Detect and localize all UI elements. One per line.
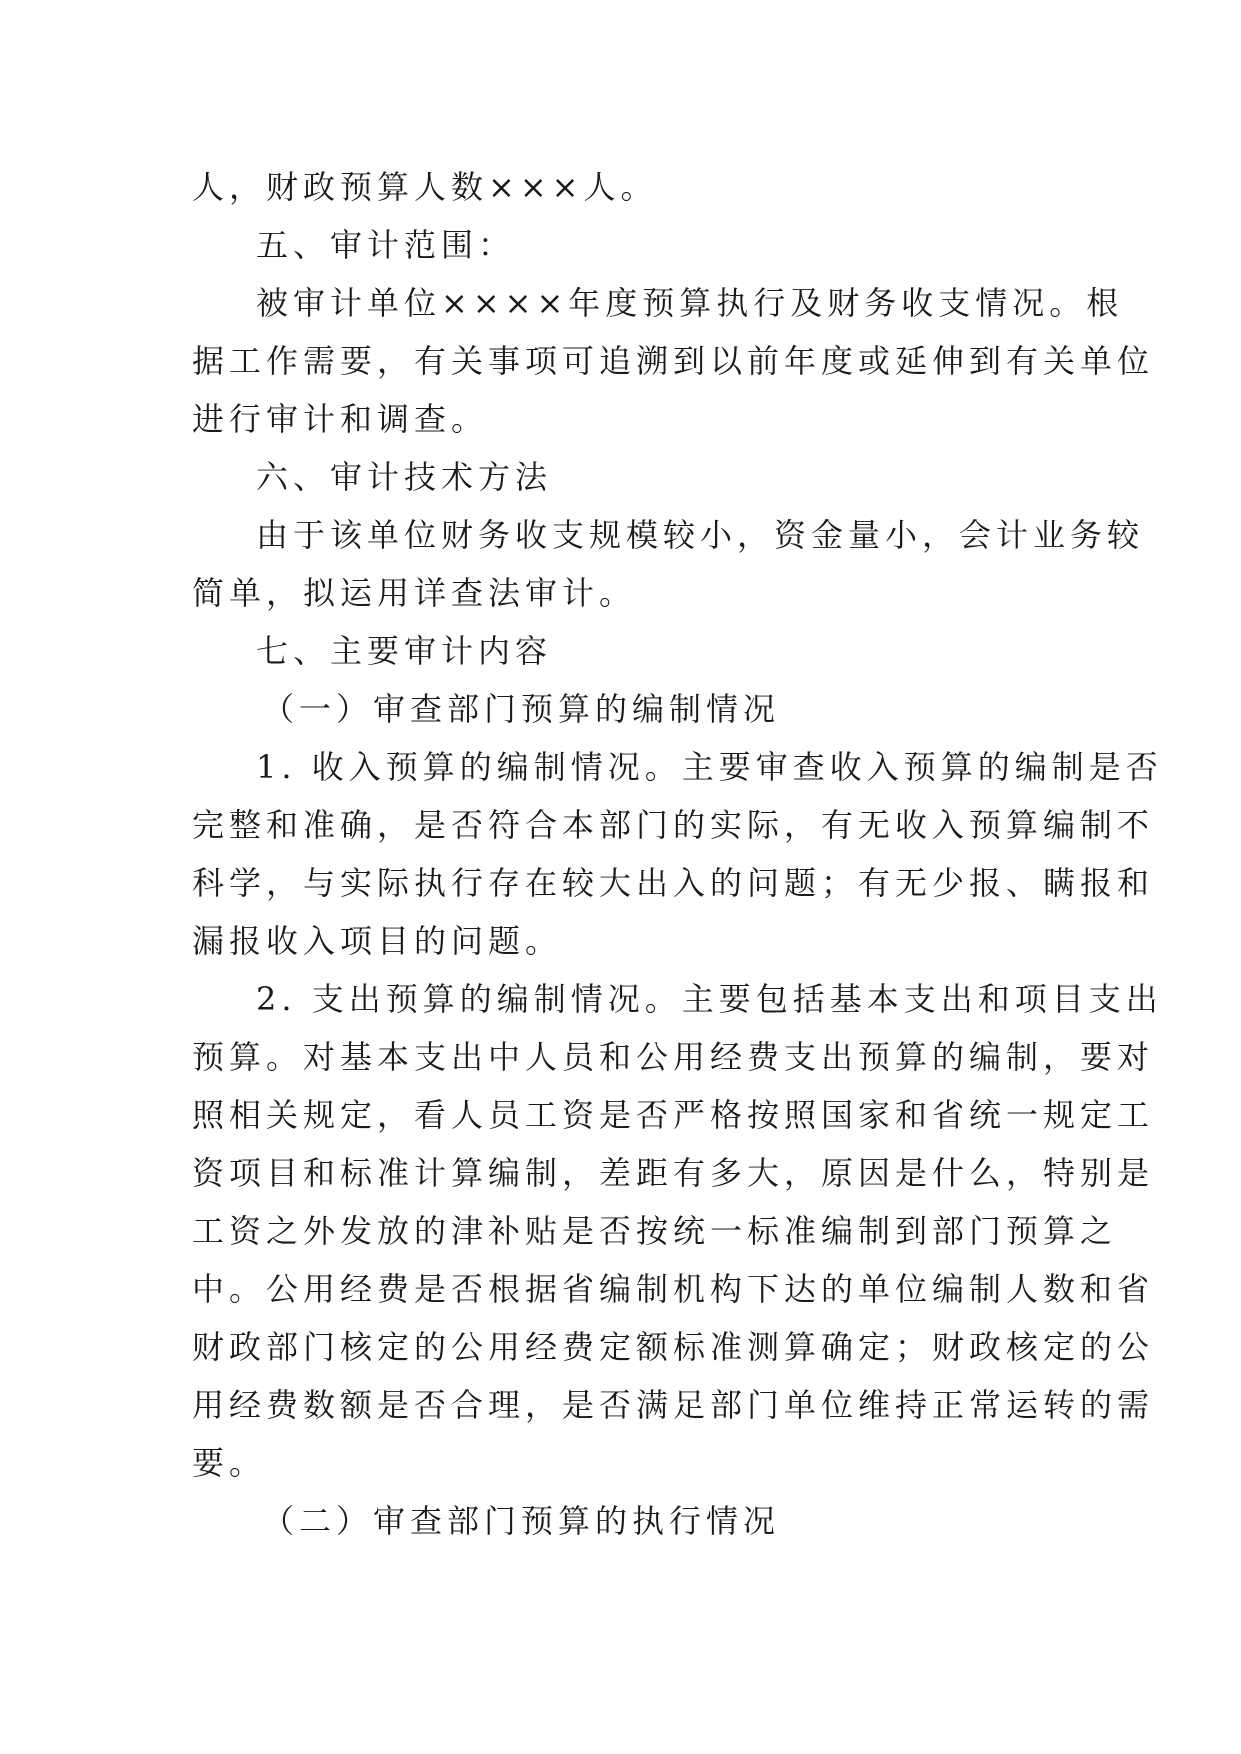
text-line: 照相关规定，看人员工资是否严格按照国家和省统一规定工	[192, 1096, 1155, 1134]
text-line: 2. 支出预算的编制情况。主要包括基本支出和项目支出	[256, 980, 1163, 1018]
section-heading-scope: 五、审计范围：	[256, 226, 516, 264]
text-line: 中。公用经费是否根据省编制机构下达的单位编制人数和省	[192, 1270, 1155, 1308]
text-line: 预算。对基本支出中人员和公用经费支出预算的编制，要对	[192, 1038, 1155, 1076]
text-line: 财政部门核定的公用经费定额标准测算确定；财政核定的公	[192, 1328, 1155, 1366]
text-line: 1. 收入预算的编制情况。主要审查收入预算的编制是否	[256, 748, 1163, 786]
text-line: 据工作需要，有关事项可追溯到以前年度或延伸到有关单位	[192, 342, 1155, 380]
section-heading-methods: 六、审计技术方法	[256, 458, 553, 496]
text-line: 漏报收入项目的问题。	[192, 922, 563, 960]
text-line: 进行审计和调查。	[192, 400, 489, 438]
text-line: 简单，拟运用详查法审计。	[192, 574, 637, 612]
text-line: 完整和准确，是否符合本部门的实际，有无收入预算编制不	[192, 806, 1155, 844]
section-heading-content: 七、主要审计内容	[256, 632, 553, 670]
text-line: 工资之外发放的津补贴是否按统一标准编制到部门预算之	[192, 1212, 1118, 1250]
text-line: 由于该单位财务收支规模较小，资金量小，会计业务较	[256, 516, 1145, 554]
text-line: 资项目和标准计算编制，差距有多大，原因是什么，特别是	[192, 1154, 1155, 1192]
subsection-heading-budget-preparation: （一）审查部门预算的编制情况	[262, 690, 781, 728]
subsection-heading-budget-execution: （二）审查部门预算的执行情况	[262, 1502, 781, 1540]
document-page	[192, 158, 1163, 1550]
text-line: 用经费数额是否合理，是否满足部门单位维持正常运转的需	[192, 1386, 1155, 1424]
text-line: 要。	[192, 1444, 267, 1482]
text-line: 人，财政预算人数×××人。	[192, 168, 658, 206]
text-line: 科学，与实际执行存在较大出入的问题；有无少报、瞒报和	[192, 864, 1155, 902]
text-line: 被审计单位××××年度预算执行及财务收支情况。根	[256, 284, 1124, 322]
